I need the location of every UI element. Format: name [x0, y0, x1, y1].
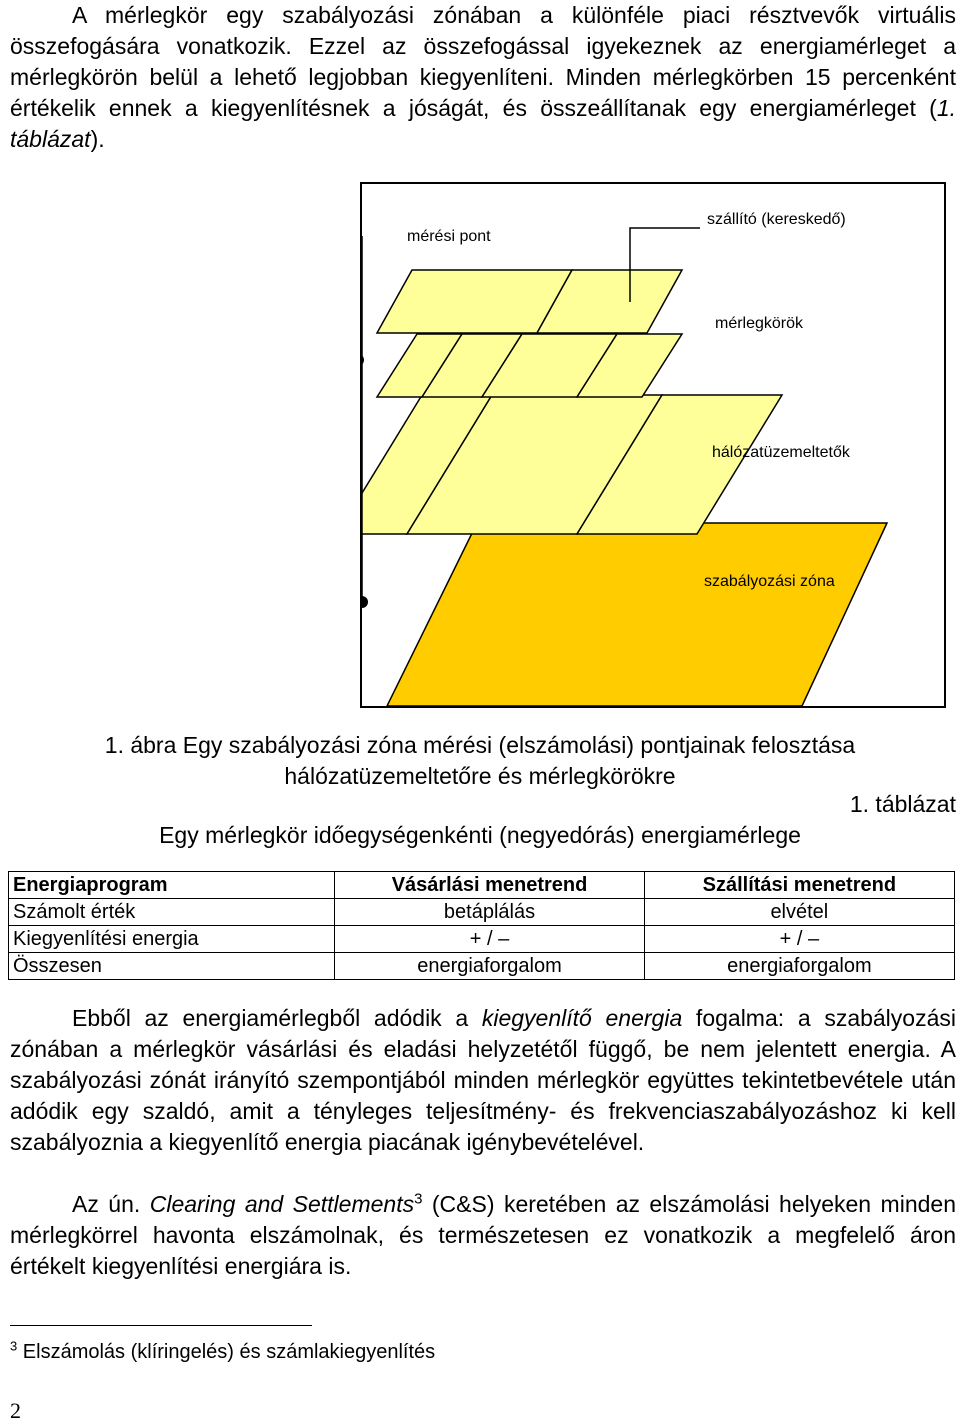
table-number: 1. táblázat — [849, 791, 956, 817]
figure-caption-line-2: hálózatüzemeltetőre és mérlegkörökre — [284, 763, 676, 789]
table-row — [9, 899, 955, 926]
layer-diagram — [362, 184, 944, 706]
page-number: 2 — [10, 1398, 21, 1423]
footnote-text: Elszámolás (klíringelés) és számlakiegyenlítés — [17, 1341, 436, 1363]
table-cell: elvétel — [644, 899, 954, 926]
table-cell: Összesen — [9, 953, 335, 980]
paragraph-text: fogalma: a szabályozási zónában a mérlegkör vásárlási és eladási helyzetétől függő, be nem jelentett energia. A szabályozási zónát irányító szempontjából minden mérlegkör együttes tekintetbevétele után adódik egy szaldó, amit a tényleges teljesítmény- és frekvenciaszabályozáshoz ki kell szabályoznia a kiegyenlítő energia piacának igénybevételével. — [10, 1005, 956, 1155]
table-cell: Kiegyenlítési energia — [9, 926, 335, 953]
control-zone-layer — [387, 523, 887, 706]
italic-term: Clearing and Settlements — [149, 1191, 415, 1217]
table-row — [9, 926, 955, 953]
footnote-marker: 3 — [414, 1190, 423, 1208]
label-balance-groups: mérlegkörök — [715, 315, 804, 332]
table-cell: energiaforgalom — [644, 953, 954, 980]
label-control-zone: szabályozási zóna — [704, 573, 835, 590]
intro-text-end: ). — [90, 126, 105, 152]
table-header-cell: Vásárlási menetrend — [335, 872, 644, 899]
table-row — [9, 953, 955, 980]
table-cell: betáplálás — [335, 899, 644, 926]
intro-text: A mérlegkör egy szabályozási zónában a különféle piaci résztvevők virtuális összefogására vonatkozik. Ezzel az összefogással igyekeznek az energiamérleget a mérlegkörön belül a lehető legjobban kiegyenlíteni. Minden mérlegkörben 15 percenként értékelik ennek a kiegyenlítésnek a jóságát, és összeállítanak egy energiamérleget ( — [10, 2, 956, 121]
paragraph-text: Ebből az energiamérlegből adódik a — [72, 1005, 482, 1031]
figure-caption — [0, 730, 960, 792]
paragraph-text: Az ún. — [72, 1191, 150, 1217]
measuring-point-dot-3 — [362, 596, 368, 608]
table-header-cell: Szállítási menetrend — [644, 872, 954, 899]
table-title: Egy mérlegkör időegységenkénti (negyedórás) energiamérlege — [159, 822, 801, 848]
footnote-separator — [10, 1325, 312, 1326]
label-network-operators: hálózatüzemeltetők — [712, 444, 850, 461]
label-supplier: szállító (kereskedő) — [707, 211, 846, 228]
table-cell: + / – — [644, 926, 954, 953]
paragraph-text: (C&S) keretében az elszámolási helyeken minden mérlegkörrel havonta elszámolnak, és természetesen ez vonatkozik a megfelelő áron értékelt kiegyenlítési energiára is. — [10, 1191, 956, 1279]
footnote — [10, 1338, 435, 1366]
intro-paragraph — [10, 0, 956, 155]
table-header-cell: Energiaprogram — [9, 872, 335, 899]
table-reference-link: 1. táblázat — [10, 95, 956, 152]
footnote-number: 3 — [10, 1338, 18, 1354]
table-cell: energiaforgalom — [335, 953, 644, 980]
clearing-paragraph — [10, 1189, 956, 1282]
italic-term: kiegyenlítő energia — [481, 1005, 683, 1031]
table-cell: + / – — [335, 926, 644, 953]
balancing-energy-paragraph — [10, 1003, 956, 1158]
table-header-row — [9, 872, 955, 899]
table-cell: Számolt érték — [9, 899, 335, 926]
figure-caption-line-1: 1. ábra Egy szabályozási zóna mérési (elszámolási) pontjainak felosztása — [104, 732, 856, 758]
energy-balance-table — [8, 871, 955, 980]
label-measuring-point: mérési pont — [407, 228, 491, 245]
figure-frame — [360, 182, 946, 708]
